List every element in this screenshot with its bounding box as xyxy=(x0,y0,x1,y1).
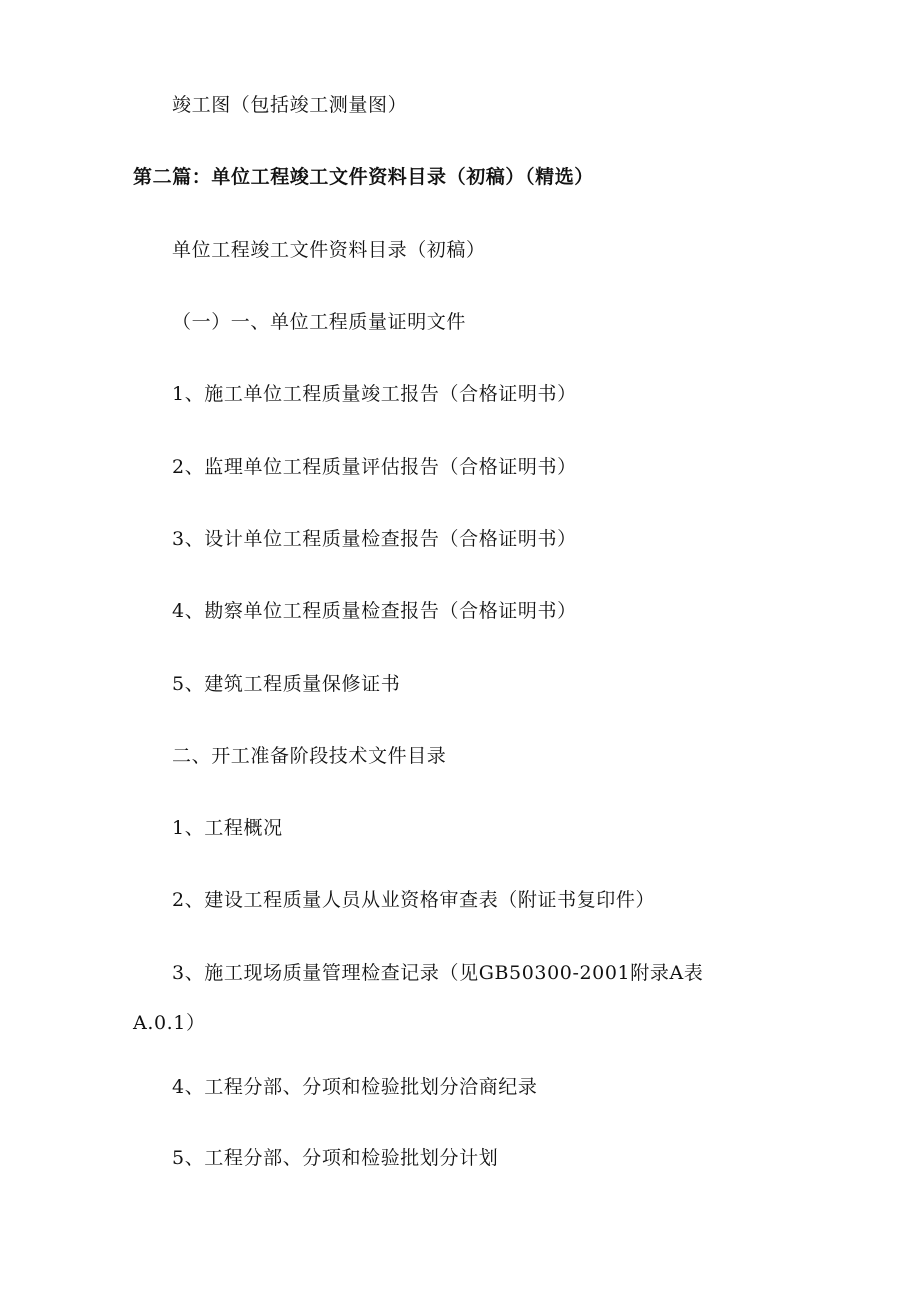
list-item: 3、施工现场质量管理检查记录（见GB50300-2001附录A表 xyxy=(172,962,704,984)
list-item: 3、设计单位工程质量检查报告（合格证明书） xyxy=(172,528,577,550)
section-heading: 第二篇：单位工程竣工文件资料目录（初稿）（精选） xyxy=(133,166,594,188)
document-subtitle: 单位工程竣工文件资料目录（初稿） xyxy=(172,239,486,261)
section-title-preparation-stage: 二、开工准备阶段技术文件目录 xyxy=(172,745,447,767)
list-item: 2、建设工程质量人员从业资格审查表（附证书复印件） xyxy=(172,889,656,911)
list-item-continuation: A.0.1） xyxy=(133,1012,206,1034)
section-title-quality-certificates: （一）一、单位工程质量证明文件 xyxy=(172,311,467,333)
list-item: 2、监理单位工程质量评估报告（合格证明书） xyxy=(172,456,577,478)
list-item: 4、勘察单位工程质量检查报告（合格证明书） xyxy=(172,600,577,622)
text-line-completion-drawing: 竣工图（包括竣工测量图） xyxy=(172,94,408,116)
list-item: 4、工程分部、分项和检验批划分洽商纪录 xyxy=(172,1076,538,1098)
list-item: 5、建筑工程质量保修证书 xyxy=(172,673,401,695)
list-item: 5、工程分部、分项和检验批划分计划 xyxy=(172,1147,499,1169)
list-item: 1、工程概况 xyxy=(172,817,283,839)
list-item: 1、施工单位工程质量竣工报告（合格证明书） xyxy=(172,383,577,405)
